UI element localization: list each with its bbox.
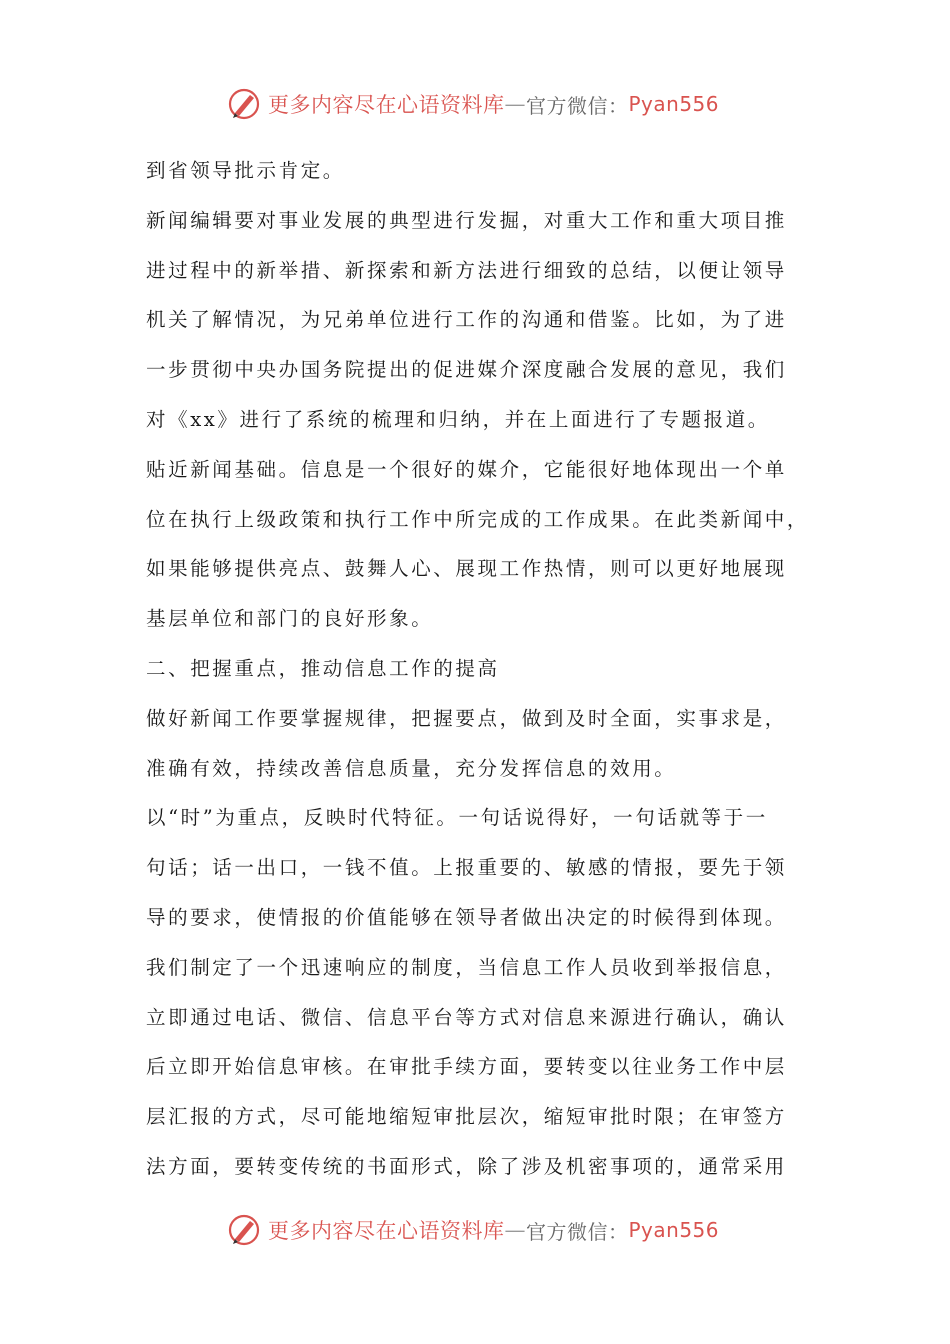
text-line: 如果能够提供亮点、鼓舞人心、展现工作热情，则可以更好地展现 bbox=[146, 557, 787, 581]
text-line: 到省领导批示肯定。 bbox=[146, 159, 345, 182]
banner-main-text: 更多内容尽在心语资料库 bbox=[268, 93, 505, 117]
banner-sub-text: 官方微信： bbox=[526, 1219, 629, 1244]
pen-logo-icon bbox=[226, 1212, 262, 1248]
banner-dash: — bbox=[504, 1218, 526, 1242]
footer-banner bbox=[226, 1208, 746, 1252]
text-line: 基层单位和部门的良好形象。 bbox=[146, 607, 434, 631]
text-line: 法方面，要转变传统的书面形式，除了涉及机密事项的，通常采用 bbox=[146, 1154, 787, 1178]
document-body bbox=[146, 146, 816, 1192]
text-line: 新闻编辑要对事业发展的典型进行发掘，对重大工作和重大项目推 bbox=[146, 208, 787, 232]
text-line: 进过程中的新举措、新探索和新方法进行细致的总结，以便让领导 bbox=[146, 258, 787, 282]
text-line: 对《xx》进行了系统的梳理和归纳，并在上面进行了专题报道。 bbox=[146, 407, 770, 431]
banner-dash: — bbox=[504, 92, 526, 116]
text-line: 立即通过电话、微信、信息平台等方式对信息来源进行确认，确认 bbox=[146, 1005, 787, 1029]
text-line: 以“时”为重点，反映时代特征。一句话说得好，一句话就等于一 bbox=[146, 806, 768, 830]
text-line: 句话；话一出口，一钱不值。上报重要的、敏感的情报，要先于领 bbox=[146, 856, 787, 880]
text-line: 机关了解情况，为兄弟单位进行工作的沟通和借鉴。比如，为了进 bbox=[146, 308, 787, 332]
text-line: 做好新闻工作要掌握规律，把握要点，做到及时全面，实事求是， bbox=[146, 706, 787, 730]
text-line: 位在执行上级政策和执行工作中所完成的工作成果。在此类新闻中， bbox=[146, 507, 810, 531]
header-banner bbox=[226, 82, 746, 126]
banner-wechat-id: Pyan556 bbox=[628, 92, 720, 116]
banner-main-text: 更多内容尽在心语资料库 bbox=[268, 1219, 505, 1243]
section-heading: 二、把握重点，推动信息工作的提高 bbox=[146, 656, 500, 680]
banner-wechat-id: Pyan556 bbox=[628, 1218, 720, 1242]
text-line: 准确有效，持续改善信息质量，充分发挥信息的效用。 bbox=[146, 756, 677, 780]
text-line: 一步贯彻中央办国务院提出的促进媒介深度融合发展的意见，我们 bbox=[146, 358, 787, 382]
text-line: 贴近新闻基础。信息是一个很好的媒介，它能很好地体现出一个单 bbox=[146, 457, 787, 481]
text-line: 层汇报的方式，尽可能地缩短审批层次，缩短审批时限；在审签方 bbox=[146, 1105, 787, 1129]
banner-sub-text: 官方微信： bbox=[526, 93, 629, 118]
pen-logo-icon bbox=[226, 86, 262, 122]
text-line: 我们制定了一个迅速响应的制度，当信息工作人员收到举报信息， bbox=[146, 955, 787, 979]
text-line: 导的要求，使情报的价值能够在领导者做出决定的时候得到体现。 bbox=[146, 905, 787, 929]
text-line: 后立即开始信息审核。在审批手续方面，要转变以往业务工作中层 bbox=[146, 1055, 787, 1079]
